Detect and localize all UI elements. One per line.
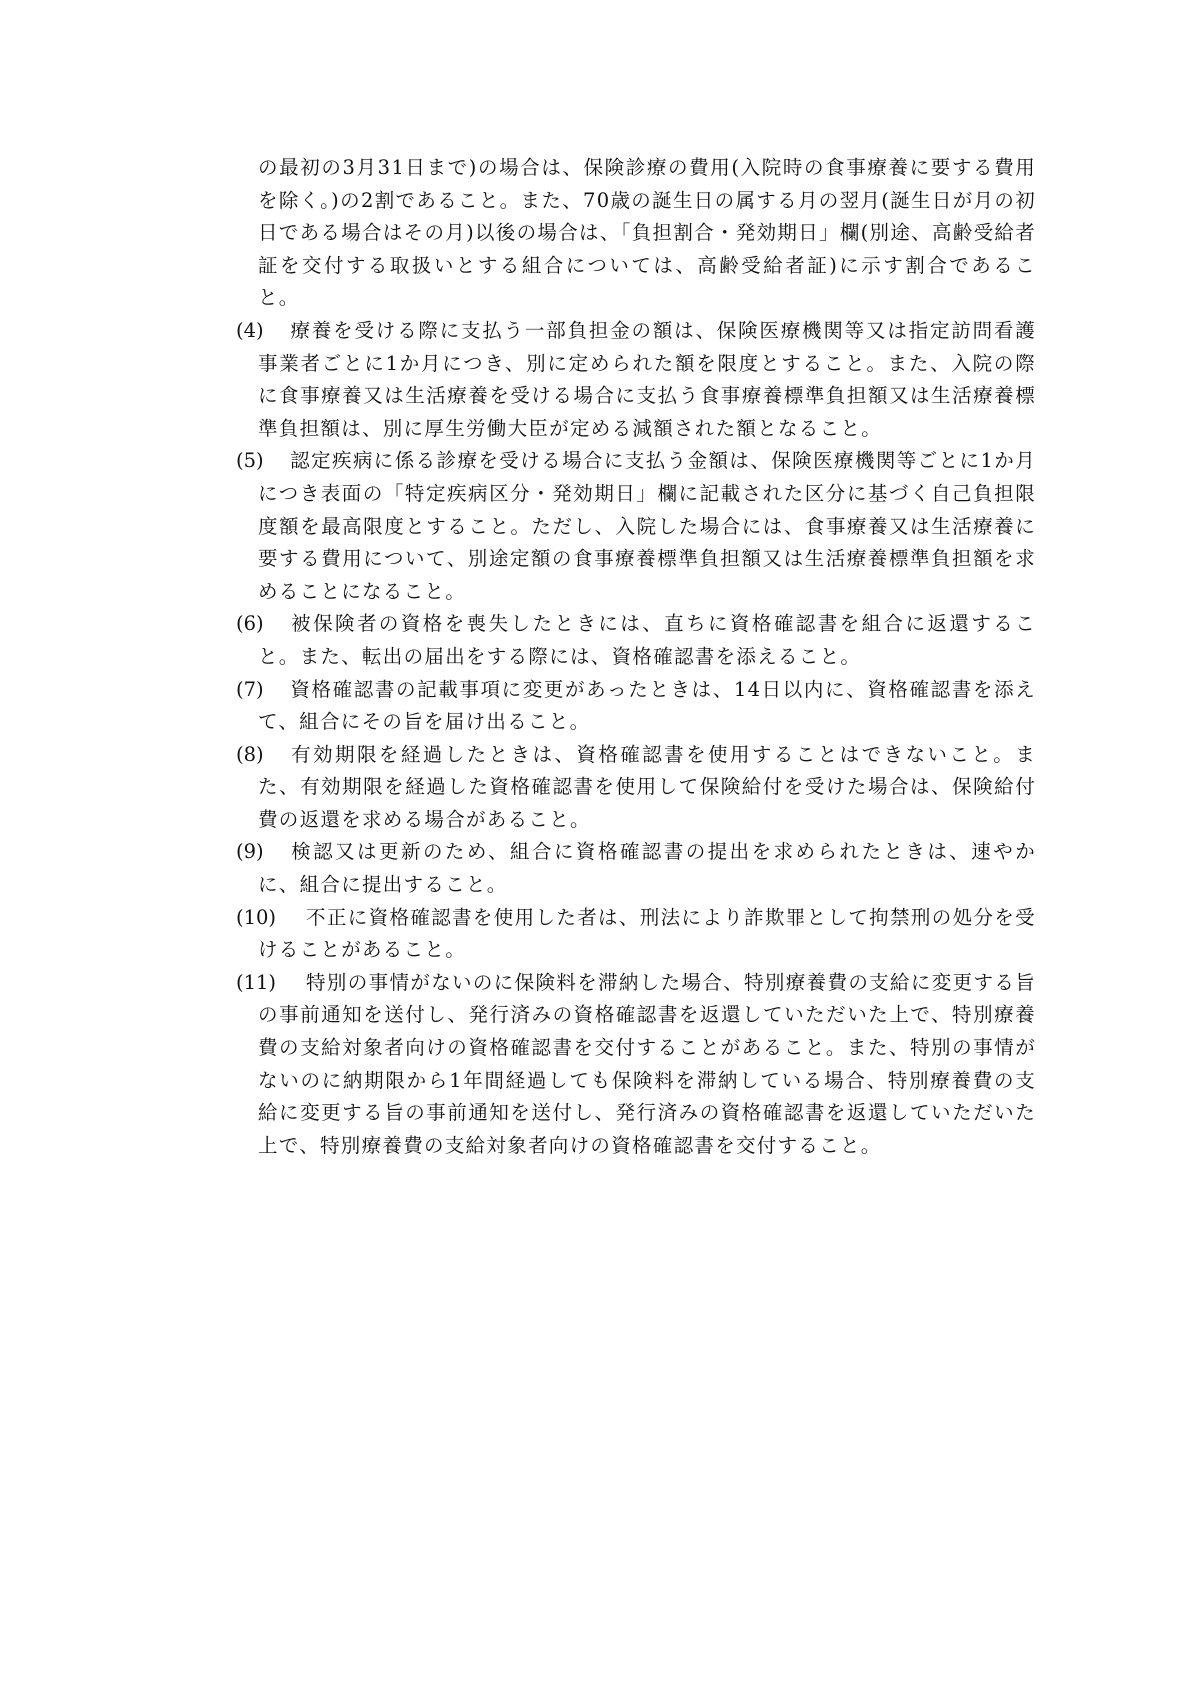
list-item-8: [236, 739, 1036, 837]
list-item-9: [236, 836, 1036, 901]
item-number: (6): [236, 612, 264, 636]
item-text: 資格確認書の記載事項に変更があったときは、14日以内に、資格確認書を添えて、組合にその旨を届け出ること。: [258, 677, 1036, 734]
item-number: (4): [236, 318, 264, 342]
list-item-4: [236, 315, 1036, 445]
item-number: (10): [236, 905, 277, 929]
item-text: 不正に資格確認書を使用した者は、刑法により詐欺罪として拘禁刑の処分を受けることがあること。: [258, 905, 1036, 962]
list-item-11: [236, 967, 1036, 1163]
item-number: (8): [236, 742, 264, 766]
continuation-paragraph: の最初の3月31日まで)の場合は、保険診療の費用(入院時の食事療養に要する費用を除く。)の2割であること。また、70歳の誕生日の属する月の翌月(誕生日が月の初日である場合はその月)以後の場合は、「負担割合・発効期日」欄(別途、高齢受給者証を交付する取扱いとする組合については、高齢受給者証)に示す割合であること。: [258, 156, 1036, 310]
item-text: 被保険者の資格を喪失したときには、直ちに資格確認書を組合に返還すること。また、転出の届出をする際には、資格確認書を添えること。: [258, 612, 1036, 668]
item-number: (5): [236, 449, 264, 473]
item-text: 認定疾病に係る診療を受ける場合に支払う金額は、保険医療機関等ごとに1か月につき表面の「特定疾病区分・発効期日」欄に記載された区分に基づく自己負担限度額を最高限度とすること。ただし、入院した場合には、食事療養又は生活療養に要する費用について、別途定額の食事療養標準負担額又は生活療養標準負担額を求めることになること。: [258, 449, 1036, 603]
list-item-6: [236, 608, 1036, 673]
list-item-10: [236, 902, 1036, 967]
item-text: 特別の事情がないのに保険料を滞納した場合、特別療養費の支給に変更する旨の事前通知を送付し、発行済みの資格確認書を返還していただいた上で、特別療養費の支給対象者向けの資格確認書を交付することがあること。また、特別の事情がないのに納期限から1年間経過しても保険料を滞納している場合、特別療養費の支給に変更する旨の事前通知を送付し、発行済みの資格確認書を返還していただいた上で、特別療養費の支給対象者向けの資格確認書を交付すること。: [258, 970, 1036, 1157]
list-item-5: [236, 445, 1036, 608]
item-number: (9): [236, 840, 264, 864]
document-body: [236, 152, 1036, 1162]
item-text: 有効期限を経過したときは、資格確認書を使用することはできないこと。また、有効期限を経過した資格確認書を使用して保険給付を受けた場合は、保険給付費の返還を求める場合があること。: [258, 742, 1036, 831]
list-item-7: [236, 674, 1036, 739]
item-number: (7): [236, 677, 264, 701]
item-text: 療養を受ける際に支払う一部負担金の額は、保険医療機関等又は指定訪問看護事業者ごとに1か月につき、別に定められた額を限度とすること。また、入院の際に食事療養又は生活療養を受ける場合に支払う食事療養標準負担額又は生活療養標準負担額は、別に厚生労働大臣が定める減額された額となること。: [258, 318, 1036, 440]
item-text: 検認又は更新のため、組合に資格確認書の提出を求められたときは、速やかに、組合に提出すること。: [258, 840, 1036, 897]
item-number: (11): [236, 970, 277, 994]
